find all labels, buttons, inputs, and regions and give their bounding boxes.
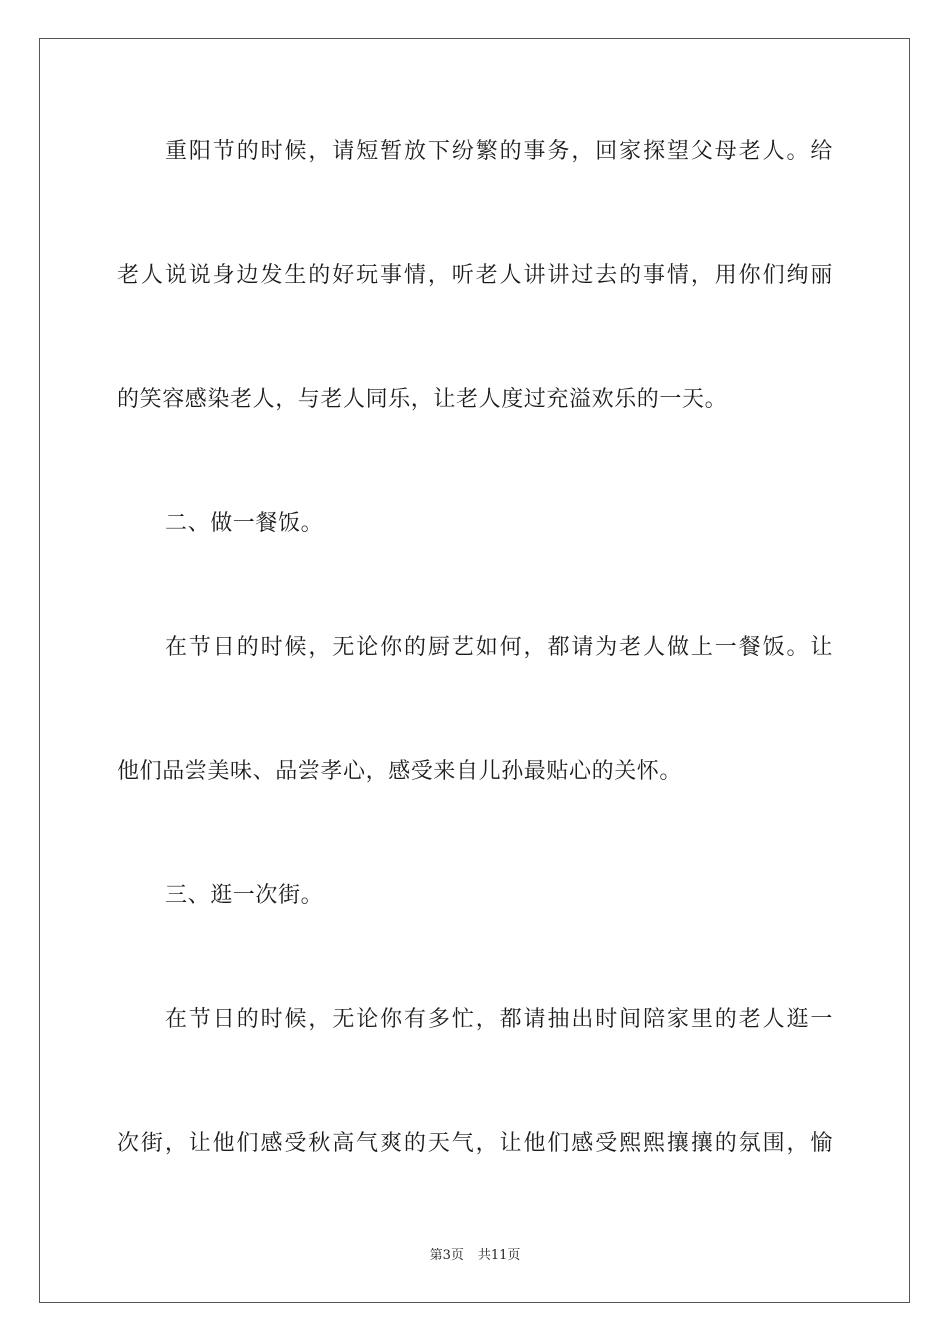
section-heading-3: 三、逛一次街。 xyxy=(165,883,324,908)
page-border xyxy=(39,38,910,1303)
paragraph-2-line-2: 他们品尝美味、品尝孝心，感受来自儿孙最贴心的关怀。 xyxy=(117,759,683,784)
paragraph-1-line-3: 的笑容感染老人，与老人同乐，让老人度过充溢欢乐的一天。 xyxy=(117,387,728,412)
paragraph-1-line-2: 老人说说身边发生的好玩事情，听老人讲讲过去的事情，用你们绚丽 xyxy=(117,263,833,288)
page-total: 共11页 xyxy=(477,1248,521,1263)
paragraph-3-line-1: 在节日的时候，无论你有多忙，都请抽出时间陪家里的老人逛一 xyxy=(165,1007,833,1032)
page-number: 第3页 xyxy=(429,1248,464,1263)
section-heading-2: 二、做一餐饭。 xyxy=(165,511,324,536)
paragraph-1-line-1: 重阳节的时候，请短暂放下纷繁的事务，回家探望父母老人。给 xyxy=(165,139,833,164)
page-footer xyxy=(0,1246,950,1266)
paragraph-2-line-1: 在节日的时候，无论你的厨艺如何，都请为老人做上一餐饭。让 xyxy=(165,635,833,660)
paragraph-3-line-2: 次街，让他们感受秋高气爽的天气，让他们感受熙熙攘攘的氛围，愉 xyxy=(117,1131,833,1156)
